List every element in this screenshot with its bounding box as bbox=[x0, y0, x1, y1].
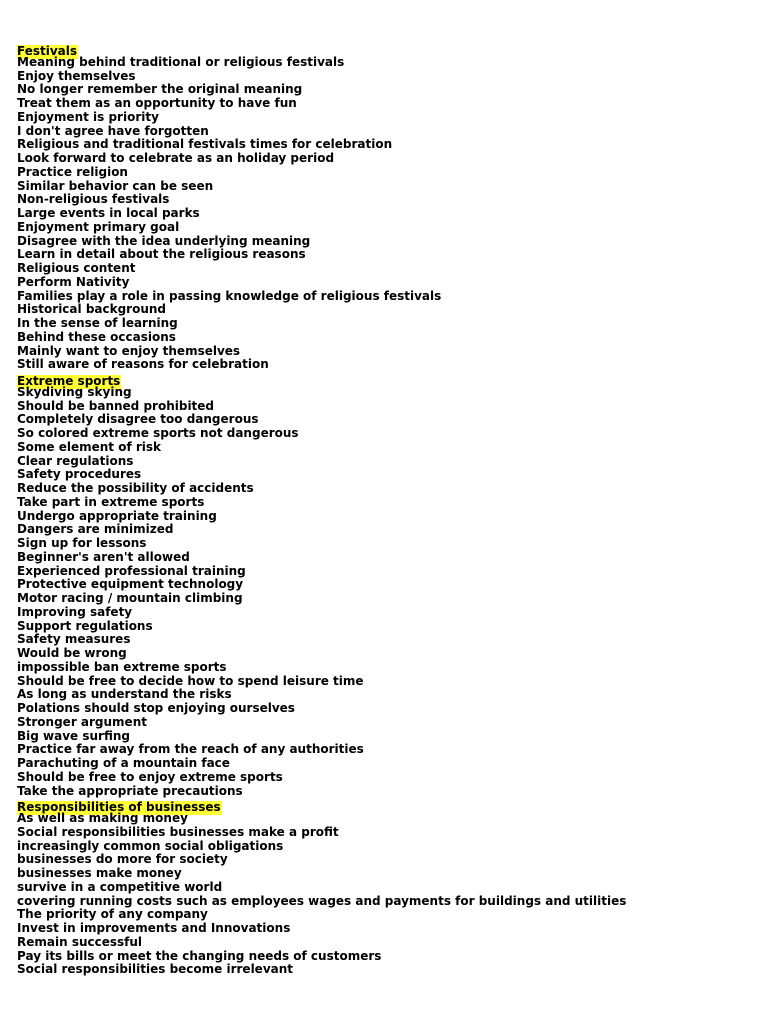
note-line: The priority of any company bbox=[17, 907, 208, 922]
note-line: Meaning behind traditional or religious festivals bbox=[17, 54, 345, 69]
note-line: Religious and traditional festivals times for celebration bbox=[17, 137, 393, 152]
note-line: So colored extreme sports not dangerous bbox=[17, 426, 299, 440]
notes-section bbox=[17, 372, 757, 798]
note-line: Skydiving skying bbox=[17, 384, 132, 399]
note-line: Practice religion bbox=[17, 164, 128, 179]
note-line: No longer remember the original meaning bbox=[17, 82, 303, 97]
note-line: businesses make money bbox=[17, 866, 182, 880]
note-line: Social responsibilities businesses make a profit bbox=[17, 824, 339, 839]
note-line: Non-religious festivals bbox=[17, 192, 170, 207]
note-line: Perform Nativity bbox=[17, 274, 130, 289]
note-line: Similar behavior can be seen bbox=[17, 178, 214, 193]
note-line: Families play a role in passing knowledge of religious festivals bbox=[17, 288, 442, 303]
note-line: Sign up for lessons bbox=[17, 536, 147, 550]
note-line: Take part in extreme sports bbox=[17, 494, 205, 509]
note-line: Should be free to enjoy extreme sports bbox=[17, 769, 283, 784]
section-heading: Responsibilities of businesses bbox=[17, 800, 221, 815]
note-line: Behind these occasions bbox=[17, 329, 176, 344]
note-line: Dangers are minimized bbox=[17, 522, 174, 537]
note-line: Enjoyment primary goal bbox=[17, 219, 180, 234]
note-line: covering running costs such as employees wages and payments for buildings and utilities bbox=[17, 893, 627, 908]
note-line: Motor racing / mountain climbing bbox=[17, 591, 243, 605]
section-heading: Festivals bbox=[17, 44, 78, 58]
note-line: Social responsibilities become irrelevant bbox=[17, 962, 294, 977]
notes-section bbox=[17, 42, 757, 372]
note-line: Experienced professional training bbox=[17, 563, 246, 578]
note-line: Protective equipment technology bbox=[17, 577, 244, 592]
note-line: Big wave surfing bbox=[17, 728, 130, 743]
note-line: Stronger argument bbox=[17, 714, 147, 729]
document-body bbox=[17, 42, 757, 977]
note-line: Safety procedures bbox=[17, 467, 142, 482]
note-line: increasingly common social obligations bbox=[17, 838, 284, 853]
note-line: Undergo appropriate training bbox=[17, 508, 217, 523]
note-line: Clear regulations bbox=[17, 453, 134, 468]
note-line: Support regulations bbox=[17, 618, 153, 633]
note-line: Disagree with the idea underlying meaning bbox=[17, 233, 311, 248]
note-line: Practice far away from the reach of any authorities bbox=[17, 742, 364, 757]
note-line: Historical background bbox=[17, 302, 167, 317]
note-line: Large events in local parks bbox=[17, 206, 200, 220]
note-line: Mainly want to enjoy themselves bbox=[17, 343, 241, 358]
note-line: Would be wrong bbox=[17, 646, 127, 660]
note-line: Invest in improvements and Innovations bbox=[17, 921, 291, 935]
note-line: businesses do more for society bbox=[17, 852, 228, 867]
section-heading-row bbox=[17, 798, 757, 815]
note-line: Parachuting of a mountain face bbox=[17, 756, 230, 770]
section-heading-row bbox=[17, 372, 757, 386]
note-line: Completely disagree too dangerous bbox=[17, 412, 259, 427]
note-line: Look forward to celebrate as an holiday period bbox=[17, 151, 335, 165]
note-line: Beginner's aren't allowed bbox=[17, 549, 190, 564]
note-line: Should be free to decide how to spend leisure time bbox=[17, 673, 364, 688]
note-line: As well as making money bbox=[17, 811, 188, 825]
note-line: Learn in detail about the religious reasons bbox=[17, 247, 306, 262]
note-line: In the sense of learning bbox=[17, 316, 178, 330]
notes-section bbox=[17, 798, 757, 977]
note-line: I don't agree have forgotten bbox=[17, 123, 209, 138]
note-line: Still aware of reasons for celebration bbox=[17, 357, 269, 372]
note-line: Enjoy themselves bbox=[17, 68, 136, 83]
note-line: As long as understand the risks bbox=[17, 687, 232, 702]
note-line: impossible ban extreme sports bbox=[17, 659, 227, 674]
note-line: survive in a competitive world bbox=[17, 879, 223, 894]
note-line: Religious content bbox=[17, 261, 136, 275]
note-line: Enjoyment is priority bbox=[17, 109, 159, 124]
note-line: Pay its bills or meet the changing needs of customers bbox=[17, 948, 382, 963]
section-heading: Extreme sports bbox=[17, 374, 121, 388]
note-line: Should be banned prohibited bbox=[17, 398, 215, 413]
note-line: Take the appropriate precautions bbox=[17, 783, 243, 798]
note-line: Remain successful bbox=[17, 934, 143, 949]
note-line: Treat them as an opportunity to have fun bbox=[17, 96, 297, 110]
note-line: Improving safety bbox=[17, 604, 133, 619]
section-heading-row bbox=[17, 42, 757, 56]
note-line: Safety measures bbox=[17, 632, 131, 647]
note-line: Reduce the possibility of accidents bbox=[17, 481, 254, 495]
note-line: Polations should stop enjoying ourselves bbox=[17, 701, 295, 715]
note-line: Some element of risk bbox=[17, 439, 161, 454]
